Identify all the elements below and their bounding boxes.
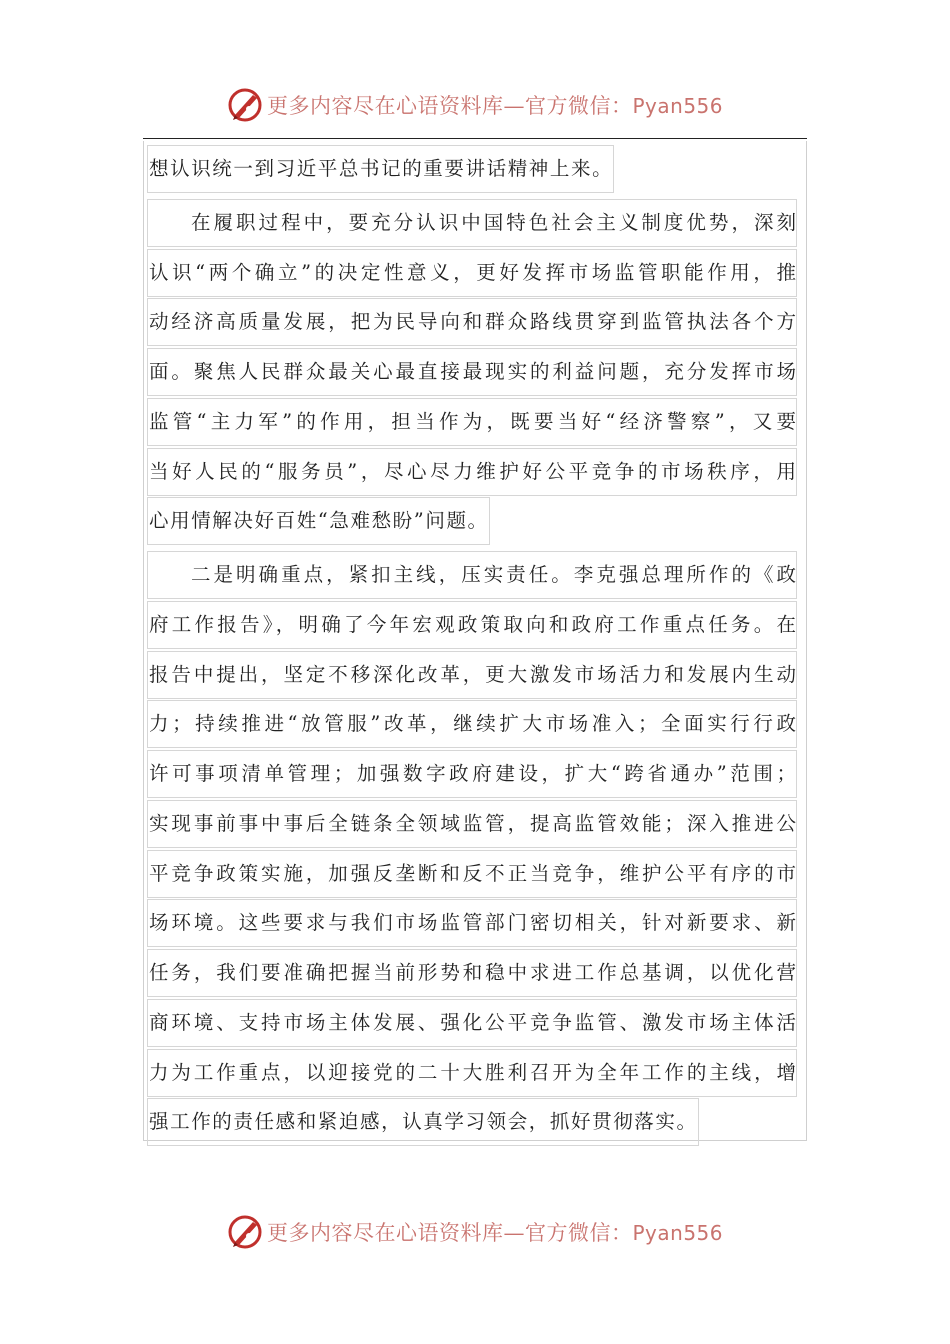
text-line: 商环境、支持市场主体发展、强化公平竞争监管、激发市场主体活 <box>147 999 797 1047</box>
banner-label: 更多内容尽在心语资料库—官方微信： <box>266 94 633 118</box>
text-line: 平竞争政策实施，加强反垄断和反不正当竞争，维护公平有序的市 <box>147 850 797 898</box>
text-line: 监管“主力军”的作用，担当作为，既要当好“经济警察”，又要 <box>147 398 797 446</box>
pen-logo-icon <box>227 1214 263 1250</box>
text-line: 强工作的责任感和紧迫感，认真学习领会，抓好贯彻落实。 <box>147 1098 699 1146</box>
text-line: 认识“两个确立”的决定性意义，更好发挥市场监管职能作用，推 <box>147 249 797 297</box>
text-line: 当好人民的“服务员”，尽心尽力维护好公平竞争的市场秩序，用 <box>147 448 797 496</box>
text-line: 许可事项清单管理；加强数字政府建设，扩大“跨省通办”范围； <box>147 750 797 798</box>
banner-account: Pyan556 <box>632 94 723 118</box>
text-line: 面。聚焦人民群众最关心最直接最现实的利益问题，充分发挥市场 <box>147 348 797 396</box>
text-line: 场环境。这些要求与我们市场监管部门密切相关，针对新要求、新 <box>147 899 797 947</box>
header-banner <box>0 80 950 130</box>
text-line: 府工作报告》，明确了今年宏观政策取向和政府工作重点任务。在 <box>147 601 797 649</box>
header-rule <box>143 138 807 139</box>
text-line: 二是明确重点，紧扣主线，压实责任。李克强总理所作的《政 <box>147 551 797 599</box>
banner-account: Pyan556 <box>632 1221 723 1245</box>
text-line: 想认识统一到习近平总书记的重要讲话精神上来。 <box>147 145 614 193</box>
text-line: 实现事前事中事后全链条全领域监管，提高监管效能；深入推进公 <box>147 800 797 848</box>
footer-banner <box>0 1207 950 1257</box>
text-line: 在履职过程中，要充分认识中国特色社会主义制度优势，深刻 <box>147 199 797 247</box>
text-line: 任务，我们要准确把握当前形势和稳中求进工作总基调，以优化营 <box>147 949 797 997</box>
text-line: 心用情解决好百姓“急难愁盼”问题。 <box>147 497 490 545</box>
pen-logo-icon <box>227 87 263 123</box>
text-line: 报告中提出，坚定不移深化改革，更大激发市场活力和发展内生动 <box>147 651 797 699</box>
page-body <box>143 141 807 1141</box>
text-line: 力为工作重点，以迎接党的二十大胜利召开为全年工作的主线，增 <box>147 1049 797 1097</box>
text-lines <box>147 145 797 1152</box>
text-line: 力；持续推进“放管服”改革，继续扩大市场准入；全面实行行政 <box>147 700 797 748</box>
banner-label: 更多内容尽在心语资料库—官方微信： <box>266 1221 633 1245</box>
banner-text <box>267 1217 723 1247</box>
banner-text <box>267 90 723 120</box>
text-line: 动经济高质量发展，把为民导向和群众路线贯穿到监管执法各个方 <box>147 298 797 346</box>
